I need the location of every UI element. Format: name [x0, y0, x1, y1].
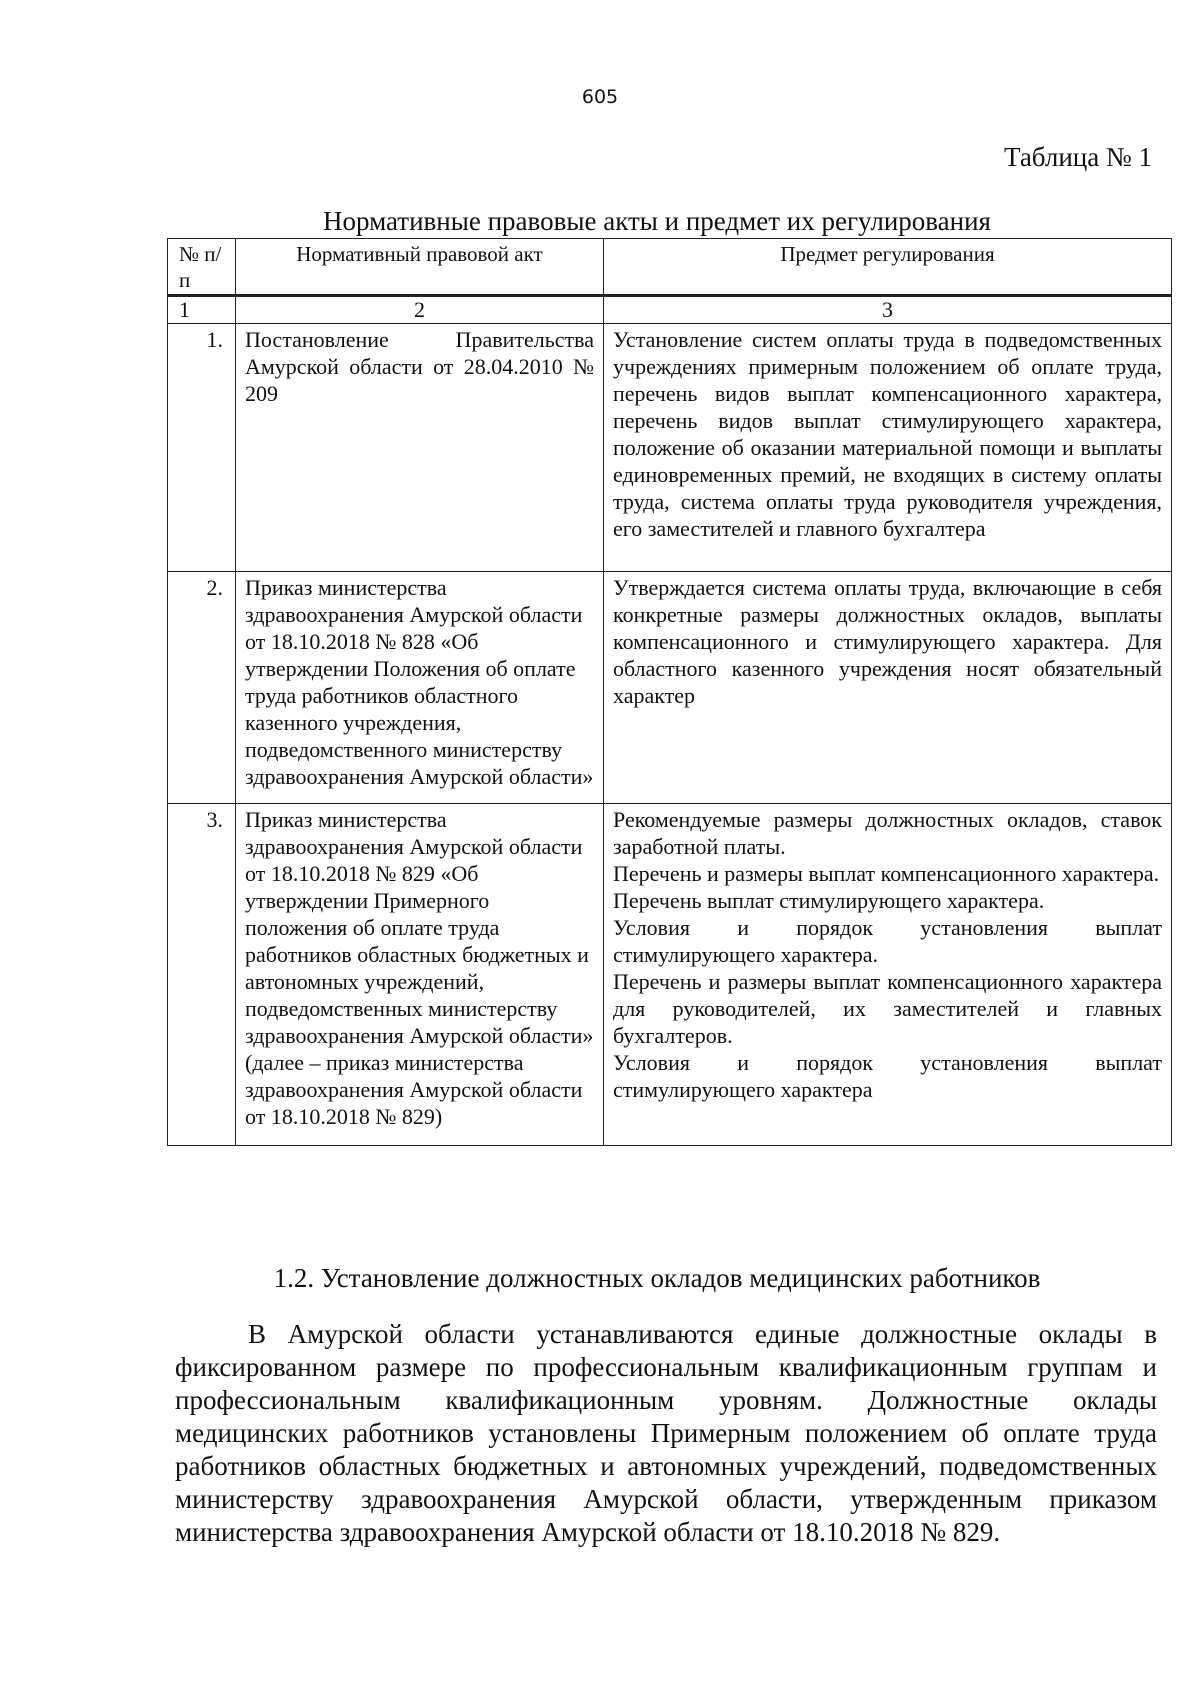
column-number-1: 1 [168, 296, 236, 324]
table-title: Нормативные правовые акты и предмет их регулирования [323, 206, 991, 236]
row-subject [604, 804, 1172, 1146]
row-act: Приказ министерства здравоохранения Амурской области от 18.10.2018 № 829 «Об утверждении Примерного положения об оплате труда работников областных бюджетных и автономных учреждений, подведомственных министерству здравоохранения Амурской области» (далее – приказ министерства здравоохранения Амурской области от 18.10.2018 № 829) [236, 804, 604, 1146]
subject-paragraph: Рекомендуемые размеры должностных окладов, ставок заработной платы. [613, 807, 1162, 859]
row-act: Постановление Правительства Амурской области от 28.04.2010 № 209 [236, 324, 604, 572]
subject-paragraph: Перечень и размеры выплат компенсационного характера для руководителей, их заместителей и главных бухгалтеров. [613, 969, 1162, 1048]
header-number: № п/п [168, 239, 236, 296]
column-number-2: 2 [236, 296, 604, 324]
section-heading: 1.2. Установление должностных окладов медицинских работников [273, 1263, 1041, 1293]
subject-paragraph: Условия и порядок установления выплат стимулирующего характера. [613, 915, 1162, 967]
header-subject: Предмет регулирования [604, 239, 1172, 296]
row-number: 1. [168, 324, 236, 572]
subject-paragraph: Перечень и размеры выплат компенсационного характера. [613, 861, 1160, 886]
acts-table [167, 238, 1172, 1146]
header-act: Нормативный правовой акт [236, 239, 604, 296]
subject-paragraph: Условия и порядок установления выплат стимулирующего характера [613, 1050, 1162, 1102]
column-number-row [168, 296, 1172, 324]
table-row [168, 572, 1172, 804]
page-number: 605 [581, 86, 619, 108]
subject-paragraph: Перечень выплат стимулирующего характера. [613, 888, 1045, 913]
row-act: Приказ министерства здравоохранения Амурской области от 18.10.2018 № 828 «Об утверждении Положения об оплате труда работников областного казенного учреждения, подведомственного министерству здравоохранения Амурской области» [236, 572, 604, 804]
row-number: 3. [168, 804, 236, 1146]
body-paragraph: В Амурской области устанавливаются единые должностные оклады в фиксированном размере по профессиональным квалификационным группам и профессиональным квалификационным уровням. Должностные оклады медицинских работников установлены Примерным положением об оплате труда работников областных бюджетных и автономных учреждений, подведомственных министерству здравоохранения Амурской области, утвержденным приказом министерства здравоохранения Амурской области от 18.10.2018 № 829. [175, 1319, 1157, 1547]
table-row [168, 324, 1172, 572]
table-row [168, 804, 1172, 1146]
row-subject: Утверждается система оплаты труда, включающие в себя конкретные размеры должностных окладов, выплаты компенсационного и стимулирующего характера. Для областного казенного учреждения носят обязательный характер [604, 572, 1172, 804]
row-number: 2. [168, 572, 236, 804]
column-number-3: 3 [604, 296, 1172, 324]
table-header-row [168, 239, 1172, 296]
row-subject: Установление систем оплаты труда в подведомственных учреждениях примерным положением об оплате труда, перечень видов выплат компенсационного характера, перечень видов выплат стимулирующего характера, положение об оказании материальной помощи и выплаты единовременных премий, не входящих в систему оплаты труда, система оплаты труда руководителя учреждения, его заместителей и главного бухгалтера [604, 324, 1172, 572]
table-label: Таблица № 1 [1004, 142, 1152, 172]
